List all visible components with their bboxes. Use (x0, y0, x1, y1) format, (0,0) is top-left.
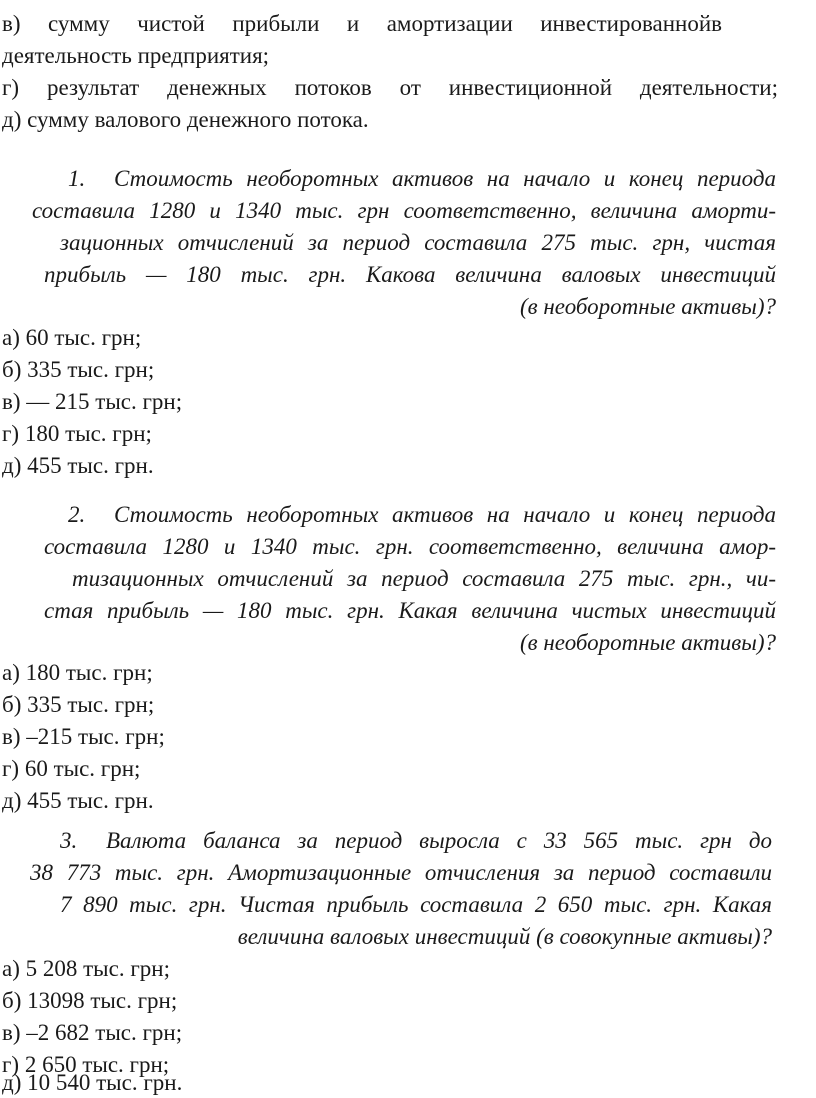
intro-option-v-continuation: деятельность предприятия; (2, 43, 270, 68)
question-2-option-d: д) 455 тыс. грн. (2, 788, 154, 813)
question-3-option-a: а) 5 208 тыс. грн; (2, 956, 170, 981)
question-2-number: 2. (68, 502, 86, 527)
question-1-line-5: (в необоротные активы)? (519, 294, 776, 319)
question-2-option-a: а) 180 тыс. грн; (2, 660, 153, 685)
question-3-option-b: б) 13098 тыс. грн; (2, 988, 178, 1013)
question-2-option-g: г) 60 тыс. грн; (2, 756, 141, 781)
question-1-option-v: в) — 215 тыс. грн; (2, 389, 183, 414)
question-2-line-5: (в необоротные активы)? (519, 630, 776, 655)
question-3-option-g: г) 2 650 тыс. грн; (2, 1052, 170, 1077)
question-3-line-1: 3. Валюта баланса за период выросла с 33 565 тыс. грн до (60, 825, 772, 857)
question-1-line-4: прибыль — 180 тыс. грн. Какова величина валовых инвестиций (44, 262, 776, 287)
intro-option-g: г) результат денежных потоков от инвестиционной деятельности; (2, 75, 778, 100)
question-3-option-v: в) –2 682 тыс. грн; (2, 1020, 183, 1045)
question-3-line-2: 38 773 тыс. грн. Амортизационные отчисления за период составили (30, 860, 772, 885)
question-2-option-b: б) 335 тыс. грн; (2, 692, 155, 717)
intro-option-v: в) сумму чистой прибыли и амортизации инвестированнойв (2, 11, 722, 36)
question-3-number: 3. (60, 828, 78, 853)
question-1-line-3: зационных отчислений за период составила 275 тыс. грн, чистая (60, 230, 776, 255)
question-3-option-d: д) 10 540 тыс. грн. (2, 1070, 183, 1095)
question-1-option-a: а) 60 тыс. грн; (2, 325, 142, 350)
question-2-line-1: 2. Стоимость необоротных активов на начало и конец периода (68, 499, 776, 531)
question-2-option-v: в) –215 тыс. грн; (2, 724, 165, 749)
question-3-line-4: величина валовых инвестиций (в совокупные активы)? (237, 924, 772, 949)
question-2-line-4: стая прибыль — 180 тыс. грн. Какая величина чистых инвестиций (44, 598, 776, 623)
question-1-option-b: б) 335 тыс. грн; (2, 357, 155, 382)
question-1-line-2: составила 1280 и 1340 тыс. грн соответственно, величина аморти- (32, 198, 776, 223)
question-2-line-2: составила 1280 и 1340 тыс. грн. соответственно, величина амор- (44, 534, 776, 559)
question-3-line-3: 7 890 тыс. грн. Чистая прибыль составила 2 650 тыс. грн. Какая (60, 892, 772, 917)
question-1-line-1: 1. Стоимость необоротных активов на начало и конец периода (68, 163, 776, 195)
question-1-option-d: д) 455 тыс. грн. (2, 453, 154, 478)
question-1-option-g: г) 180 тыс. грн; (2, 421, 152, 446)
question-2-line-3: тизационных отчислений за период составила 275 тыс. грн., чи- (72, 566, 776, 591)
intro-option-d: д) сумму валового денежного потока. (2, 107, 369, 132)
question-1-number: 1. (68, 166, 86, 191)
